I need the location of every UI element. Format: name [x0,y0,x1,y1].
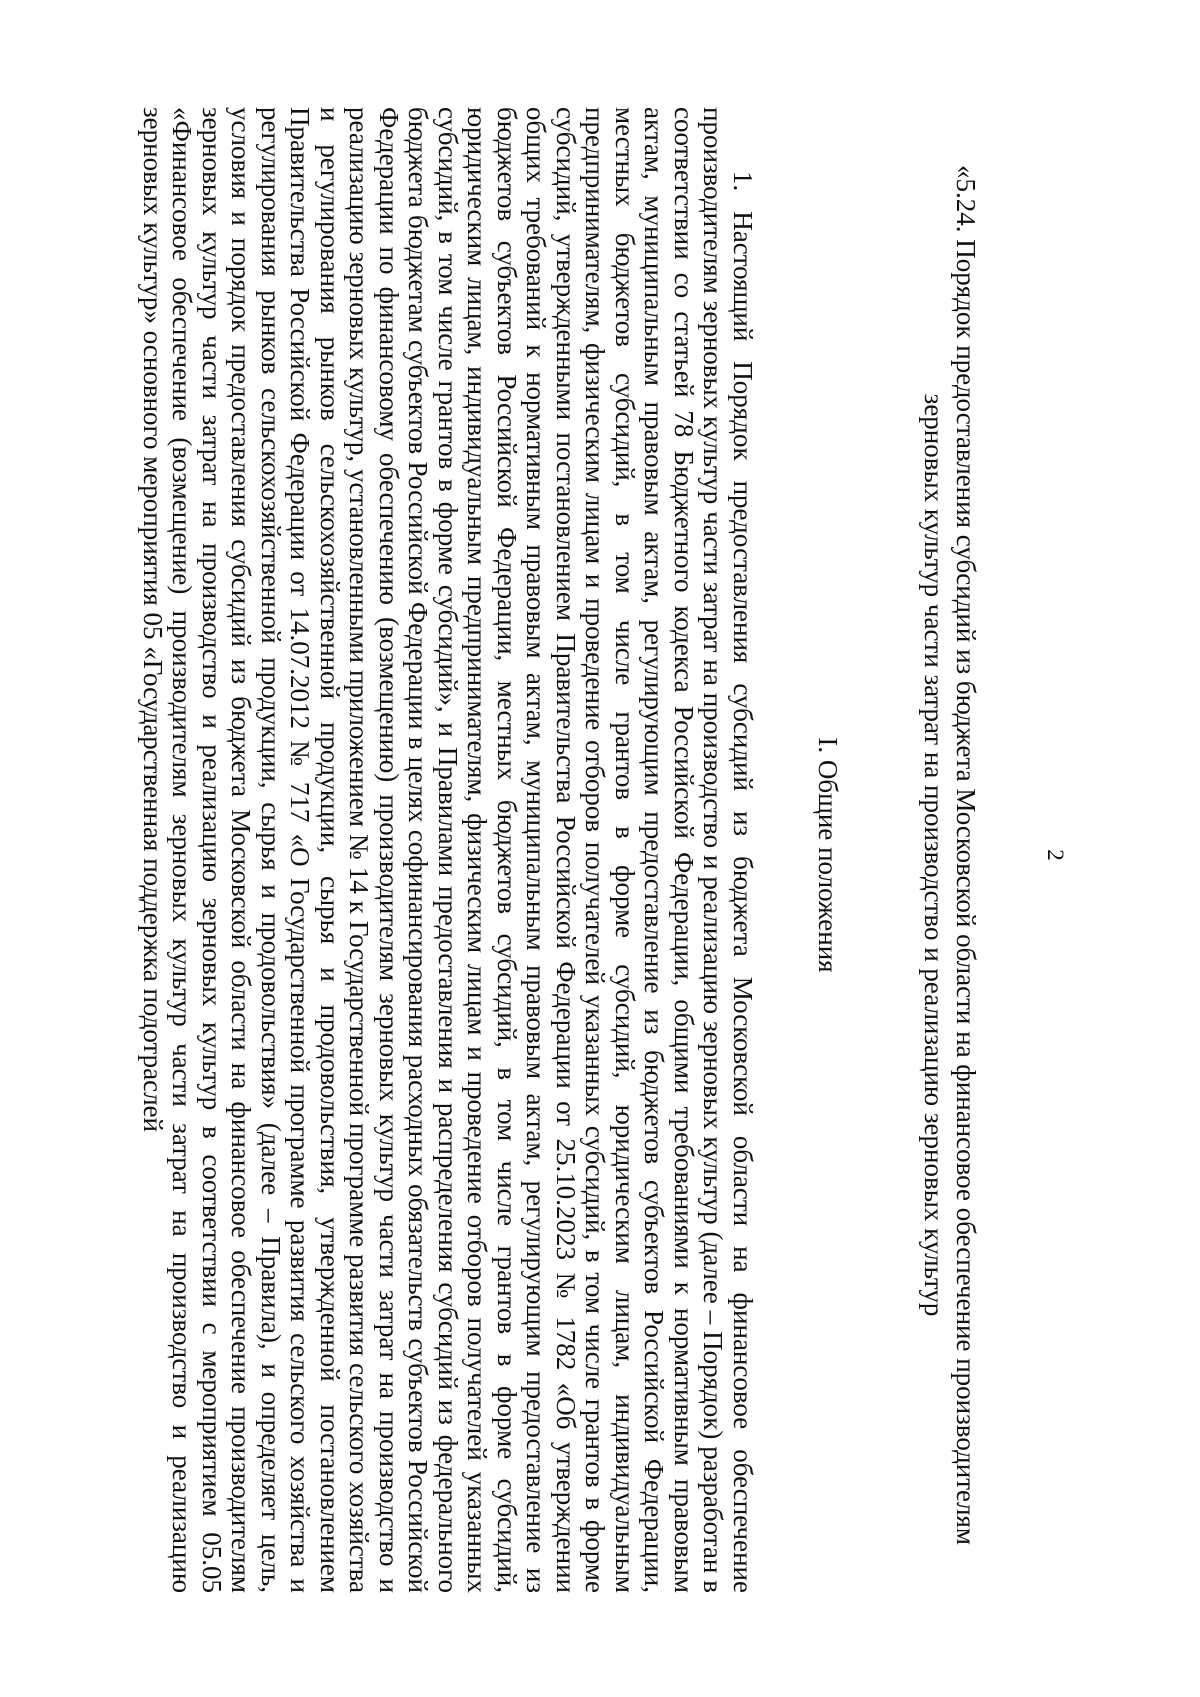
section-heading: I. Общие положения [813,737,843,973]
document-title: «5.24. Порядок предоставления субсидий из бюджета Московской области на финансовое обеспечение производителям зерновых культур части затрат на производство и реализацию зерновых культур [919,164,981,1546]
page-number: 2 [1043,849,1068,861]
rotated-content [40,75,1070,1635]
body-paragraph: 1. Настоящий Порядок предоставления субсидий из бюджета Московской области на финансовое обеспечение производителям зерновых культур части затрат на производство и реализацию зерновых культур (далее – Порядок) разработан в соответствии со статьей 78 Бюджетного кодекса Российской Федерации, общими требованиями к нормативным правовым актам, муниципальным правовым актам, регулирующим предоставление из бюджетов субъектов Российской Федерации, местных бюджетов субсидий, в том числе грантов в форме субсидий, юридическим лицам, индивидуальным предпринимателям, физическим лицам и проведение отборов получателей указанных субсидий, в том числе грантов в форме субсидий, утвержденными постановлением Правительства Российской Федерации от 25.10.2023 № 1782 «Об утверждении общих требований к нормативным правовым актам, муниципальным правовым актам, регулирующим предоставление из бюджетов субъектов Российской Федерации, местных бюджетов субсидий, в том числе грантов в форме субсидий, юридическим лицам, индивидуальным предпринимателям, физическим лицам и проведение отборов получателей указанных субсидий, в том числе грантов в форме субсидий», и Правилами предоставления и распределения субсидий из федерального бюджета бюджетам субъектов Российской Федерации в целях софинансирования расходных обязательств субъектов Российской Федерации по финансовому обеспечению (возмещению) производителям зерновых культур части затрат на производство и реализацию зерновых культур, установленными приложением № 14 к Государственной программе развития сельского хозяйства и регулирования рынков сельскохозяйственной продукции, сырья и продовольствия, утвержденной постановлением Правительства Российской Федерации от 14.07.2012 № 717 «О Государственной программе развития сельского хозяйства и регулирования рынков сельскохозяйственной продукции, сырья и продовольствия» (далее – Правила), и определяет цель, условия и порядок предоставления субсидий из бюджета Московской области на финансовое обеспечение производителям зерновых культур части затрат на производство и реализацию зерновых культур в соответствии с мероприятием 05.05 «Финансовое обеспечение (возмещение) производителям зерновых культур части затрат на производство и реализацию зерновых культур» основного мероприятия 05 «Государственная поддержка подотраслей [138,107,758,1593]
